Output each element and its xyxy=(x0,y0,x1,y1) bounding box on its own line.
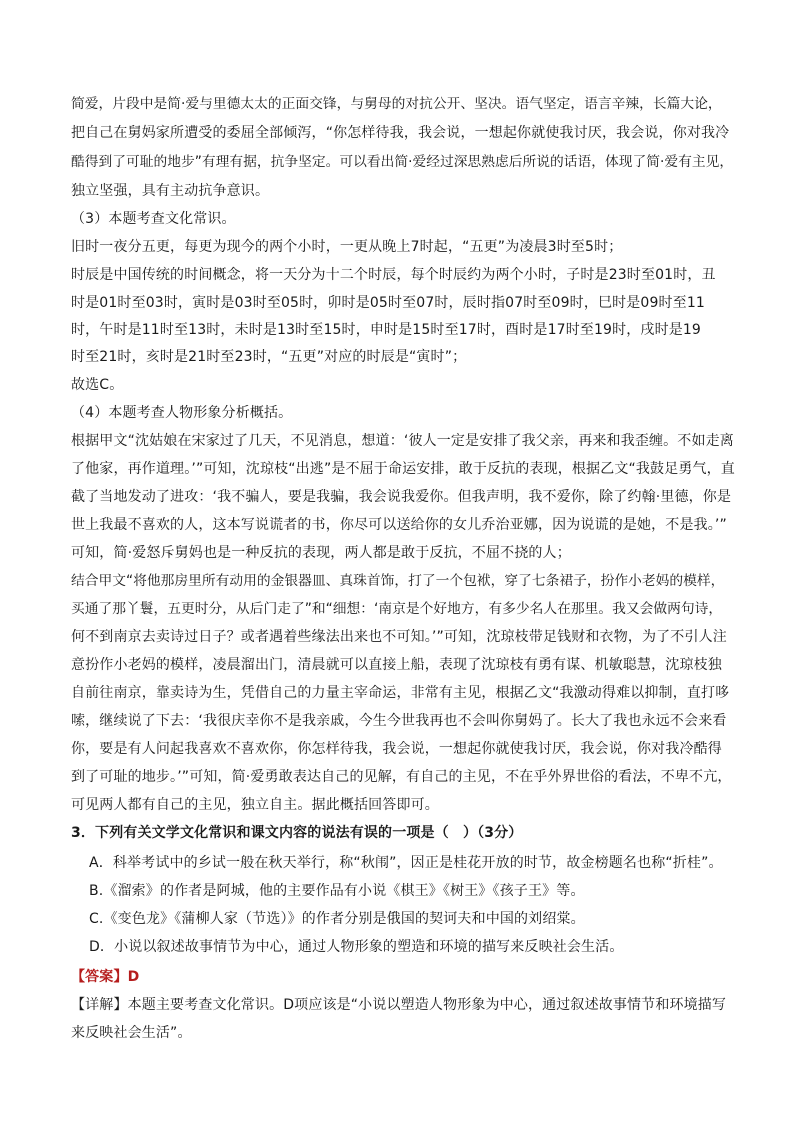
analysis-line: 自前往南京，靠卖诗为生，凭借自己的力量主宰命运，非常有主见，根据乙文“我激动得难以抑制，直打哆 xyxy=(71,685,730,701)
analysis-line: 买通了那丫鬟，五更时分，从后门走了”和“细想：‘南京是个好地方，有多少名人在那里。我又会做两句诗， xyxy=(71,601,723,617)
explanation-line: 时是01时至03时，寅时是03时至05时，卯时是05时至07时，辰时指07时至09时，巳时是09时至11 xyxy=(71,295,705,311)
analysis-line: 何不到南京去卖诗过日子？或者遇着些缘法出来也不可知。’”可知，沈琼枝带足钱财和衣物，为了不引人注 xyxy=(71,629,727,645)
question-stem: 3．下列有关文学文化常识和课文内容的说法有误的一项是（ ）（3分） xyxy=(71,825,523,841)
answer-label: 【答案】D xyxy=(71,969,140,985)
option-d: D．小说以叙述故事情节为中心，通过人物形象的塑造和环境的描写来反映社会生活。 xyxy=(89,939,624,955)
explanation-line: 旧时一夜分五更，每更为现今的两个小时，一更从晚上7时起，“五更”为凌晨3时至5时； xyxy=(71,239,623,255)
sub-question-heading: （3）本题考查文化常识。 xyxy=(71,211,236,227)
analysis-line: 意扮作小老妈的模样，凌晨溜出门，清晨就可以直接上船，表现了沈琼枝有勇有谋、机敏聪慧，沈琼枝独 xyxy=(71,657,722,673)
explanation-line: 故选C。 xyxy=(71,377,124,393)
analysis-line: 可知，简·爱怒斥舅妈也是一种反抗的表现，两人都是敢于反抗，不屈不挠的人； xyxy=(71,545,571,561)
analysis-line: 了他家，再作道理。’”可知，沈琼枝“出逃”是不屈于命运安排，敢于反抗的表现，根据乙文“我鼓足勇气，直 xyxy=(71,461,735,477)
option-b: B.《溜索》的作者是阿城，他的主要作品有小说《棋王》《树王》《孩子王》等。 xyxy=(89,883,585,899)
analysis-line: 你，要是有人问起我喜欢不喜欢你，你怎样待我，我会说，一想起你就使我讨厌，我会说，你对我冷酷得 xyxy=(71,741,722,757)
answer-paragraph-line: 把自己在舅妈家所遭受的委屈全部倾泻，“你怎样待我，我会说，一想起你就使我讨厌，我会说，你对我冷 xyxy=(71,125,730,141)
analysis-line: 世上我最不喜欢的人，这本写说谎者的书，你尽可以送给你的女儿乔治亚娜，因为说谎的是她，不是我。’” xyxy=(71,517,727,533)
explanation-line: 时辰是中国传统的时间概念，将一天分为十二个时辰，每个时辰约为两个小时，子时是23时至01时，丑 xyxy=(71,267,716,283)
option-c: C.《变色龙》《蒲柳人家（节选）》的作者分别是俄国的契诃夫和中国的刘绍棠。 xyxy=(89,911,585,927)
answer-paragraph-line: 酷得到了可耻的地步”有理有据，抗争坚定。可以看出简·爱经过深思熟虑后所说的话语，体现了简·爱有主见， xyxy=(71,154,734,170)
explanation-line: 时，午时是11时至13时，未时是13时至15时，申时是15时至17时，酉时是17时至19时，戌时是19 xyxy=(71,322,701,338)
detail-explanation-line: 【详解】本题主要考查文化常识。D项应该是“小说以塑造人物形象为中心，通过叙述故事情节和环境描写 xyxy=(71,997,727,1013)
answer-paragraph-line: 简爱，片段中是简·爱与里德太太的正面交锋，与舅母的对抗公开、坚决。语气坚定，语言辛辣，长篇大论， xyxy=(71,96,722,112)
detail-explanation-line: 来反映社会生活”。 xyxy=(71,1025,192,1041)
answer-paragraph-line: 独立坚强，具有主动抗争意识。 xyxy=(71,183,270,199)
analysis-line: 结合甲文“将他那房里所有动用的金银器皿、真珠首饰，打了一个包袱，穿了七条裙子，扮作小老妈的模样， xyxy=(71,573,725,589)
analysis-line: 根据甲文“沈姑娘在宋家过了几天，不见消息，想道：‘彼人一定是安排了我父亲，再来和我歪缠。不如走离 xyxy=(71,433,734,449)
explanation-line: 时至21时，亥时是21时至23时，“五更”对应的时辰是“寅时”； xyxy=(71,349,467,365)
analysis-line: 到了可耻的地步。’”可知，简·爱勇敢表达自己的见解，有自己的主见，不在乎外界世俗的看法，不卑不亢， xyxy=(71,769,732,785)
option-a: A．科举考试中的乡试一般在秋天举行，称“秋闱”，因正是桂花开放的时节，故金榜题名也称“折桂”。 xyxy=(89,855,723,871)
sub-question-heading: （4）本题考查人物形象分析概括。 xyxy=(71,405,293,421)
analysis-line: 截了当地发动了进攻：‘我不骗人，要是我骗，我会说我爱你。但我声明，我不爱你，除了约翰·里德，你是 xyxy=(71,489,732,505)
analysis-line: 嗦，继续说了下去：‘我很庆幸你不是我亲戚，今生今世我再也不会叫你舅妈了。长大了我也永远不会来看 xyxy=(71,713,727,729)
analysis-line: 可见两人都有自己的主见，独立自主。据此概括回答即可。 xyxy=(71,797,439,813)
